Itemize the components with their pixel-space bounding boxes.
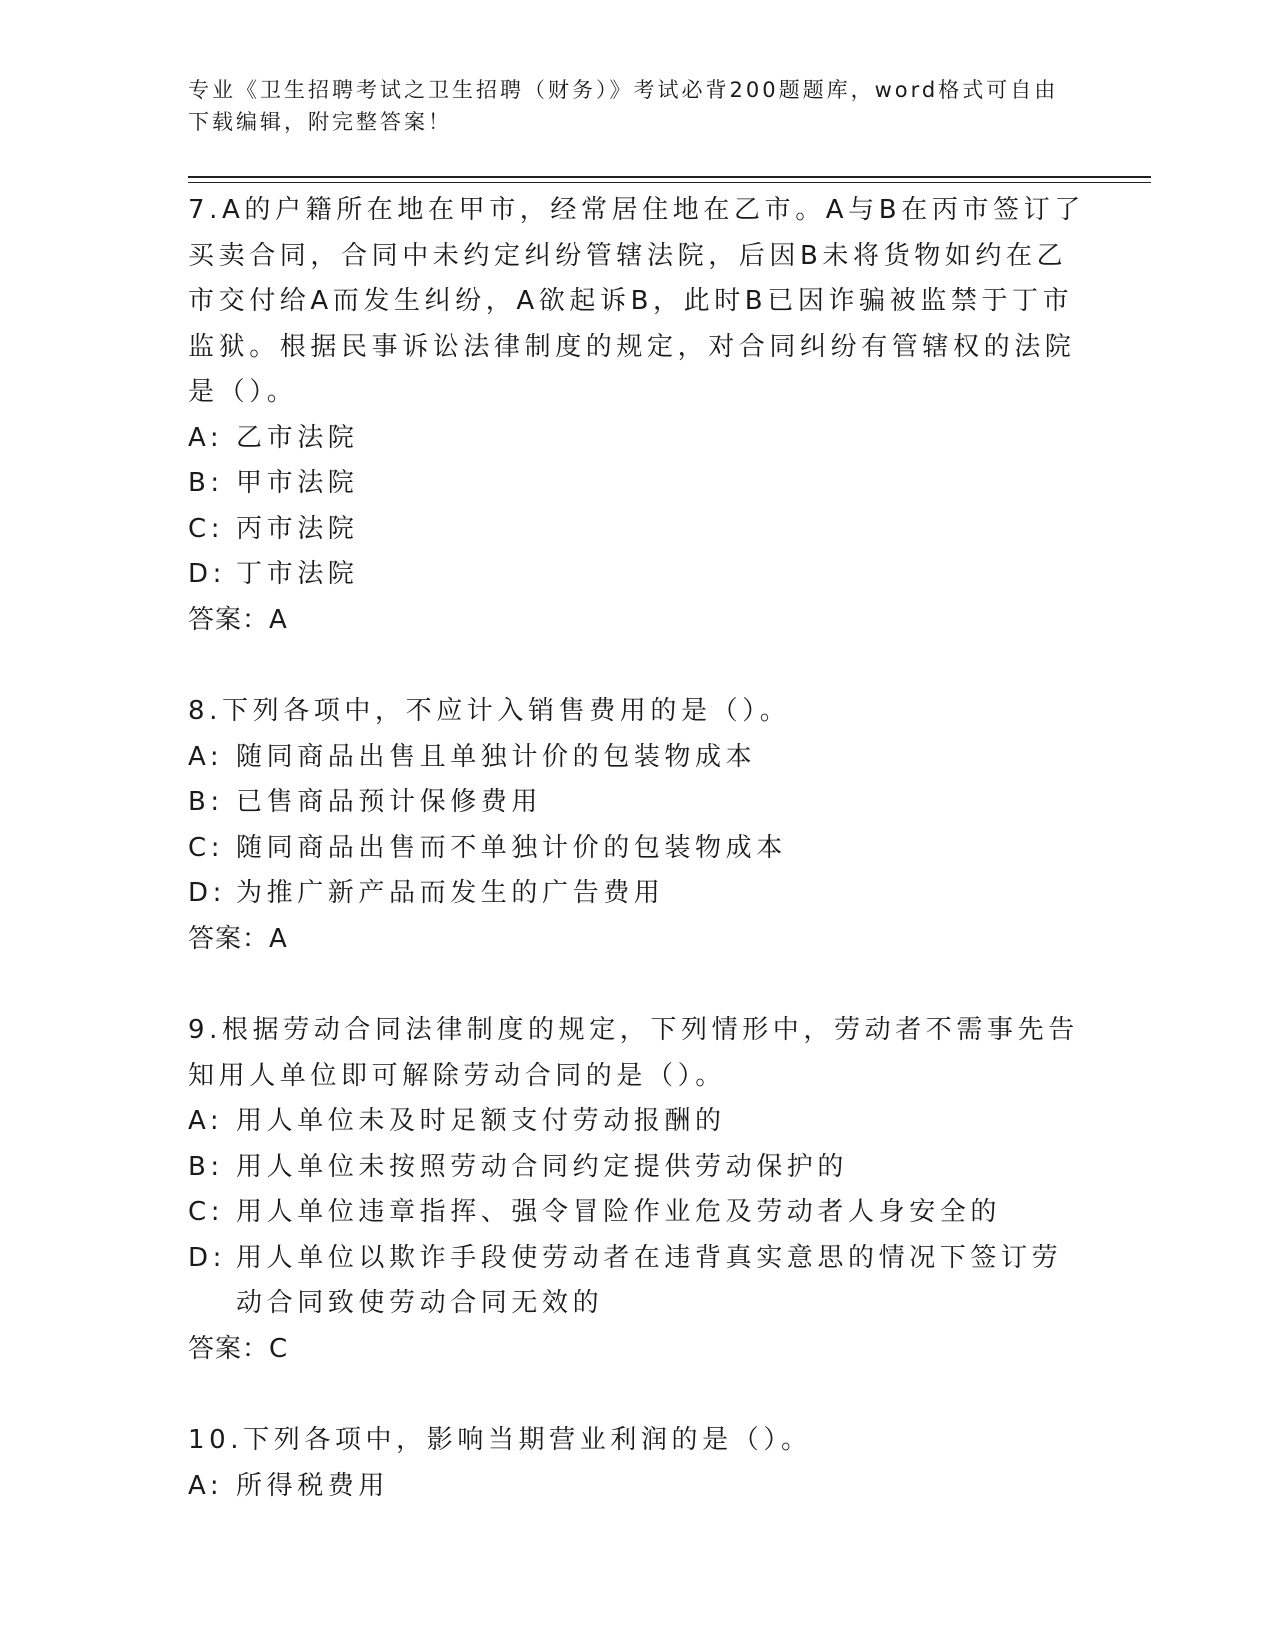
option-a bbox=[188, 1099, 1088, 1145]
option-text: 甲市法院 bbox=[236, 468, 359, 498]
header-divider-thin bbox=[188, 182, 1151, 183]
option-letter: C: bbox=[188, 832, 225, 863]
question-list bbox=[188, 188, 1088, 1555]
question-9 bbox=[188, 1008, 1088, 1372]
option-letter: D: bbox=[188, 878, 226, 908]
option-a bbox=[188, 1464, 1088, 1510]
option-text: 为推广新产品而发生的广告费用 bbox=[236, 878, 665, 908]
option-a bbox=[188, 735, 1088, 781]
option-c bbox=[188, 507, 1088, 553]
option-b bbox=[188, 1145, 1088, 1191]
option-d bbox=[188, 552, 1088, 598]
document-header: 专业《卫生招聘考试之卫生招聘（财务）》考试必背200题题库，word格式可自由下载编辑，附完整答案！ bbox=[188, 78, 1059, 134]
option-letter: B: bbox=[188, 468, 224, 498]
option-letter: A: bbox=[188, 422, 224, 453]
option-text: 所得税费用 bbox=[236, 1470, 390, 1501]
option-b bbox=[188, 461, 1088, 507]
option-text: 丙市法院 bbox=[236, 513, 359, 544]
option-d bbox=[188, 1236, 1088, 1327]
option-letter: A: bbox=[188, 1470, 224, 1501]
question-stem: 8.下列各项中，不应计入销售费用的是（）。 bbox=[188, 696, 791, 726]
question-stem: 9.根据劳动合同法律制度的规定，下列情形中，劳动者不需事先告知用人单位即可解除劳动合同的是（）。 bbox=[188, 1015, 1079, 1091]
question-8 bbox=[188, 689, 1088, 962]
option-letter: C: bbox=[188, 1197, 225, 1227]
option-letter: A: bbox=[188, 741, 224, 772]
option-letter: D: bbox=[188, 1242, 226, 1273]
option-text: 已售商品预计保修费用 bbox=[236, 787, 543, 817]
answer: 答案：A bbox=[188, 604, 288, 635]
option-letter: B: bbox=[188, 787, 224, 817]
option-text: 用人单位未按照劳动合同约定提供劳动保护的 bbox=[236, 1151, 849, 1182]
question-10 bbox=[188, 1418, 1088, 1509]
answer: 答案：A bbox=[188, 923, 288, 954]
option-text: 随同商品出售而不单独计价的包装物成本 bbox=[236, 832, 787, 863]
option-letter: A: bbox=[188, 1106, 224, 1136]
option-text: 用人单位未及时足额支付劳动报酬的 bbox=[236, 1106, 726, 1136]
option-letter: D: bbox=[188, 559, 226, 589]
option-text: 乙市法院 bbox=[236, 422, 359, 453]
option-letter: C: bbox=[188, 513, 225, 544]
option-text: 用人单位以欺诈手段使劳动者在违背真实意思的情况下签订劳动合同致使劳动合同无效的 bbox=[236, 1242, 1063, 1318]
question-7 bbox=[188, 188, 1088, 643]
answer: 答案：C bbox=[188, 1333, 289, 1364]
option-b bbox=[188, 780, 1088, 826]
option-d bbox=[188, 871, 1088, 917]
question-stem: 7.A的户籍所在地在甲市，经常居住地在乙市。A与B在丙市签订了买卖合同，合同中未约定纠纷管辖法院，后因B未将货物如约在乙市交付给A而发生纠纷，A欲起诉B，此时B已因诈骗被监禁于丁市监狱。根据民事诉讼法律制度的规定，对合同纠纷有管辖权的法院是（）。 bbox=[188, 195, 1085, 407]
option-c bbox=[188, 826, 1088, 872]
option-c bbox=[188, 1190, 1088, 1236]
option-letter: B: bbox=[188, 1151, 224, 1182]
header-divider-thick bbox=[188, 176, 1151, 178]
option-text: 随同商品出售且单独计价的包装物成本 bbox=[236, 741, 757, 772]
option-text: 用人单位违章指挥、强令冒险作业危及劳动者人身安全的 bbox=[236, 1197, 1002, 1227]
question-stem: 10.下列各项中，影响当期营业利润的是（）。 bbox=[188, 1425, 812, 1455]
option-text: 丁市法院 bbox=[236, 559, 359, 589]
option-a bbox=[188, 416, 1088, 462]
